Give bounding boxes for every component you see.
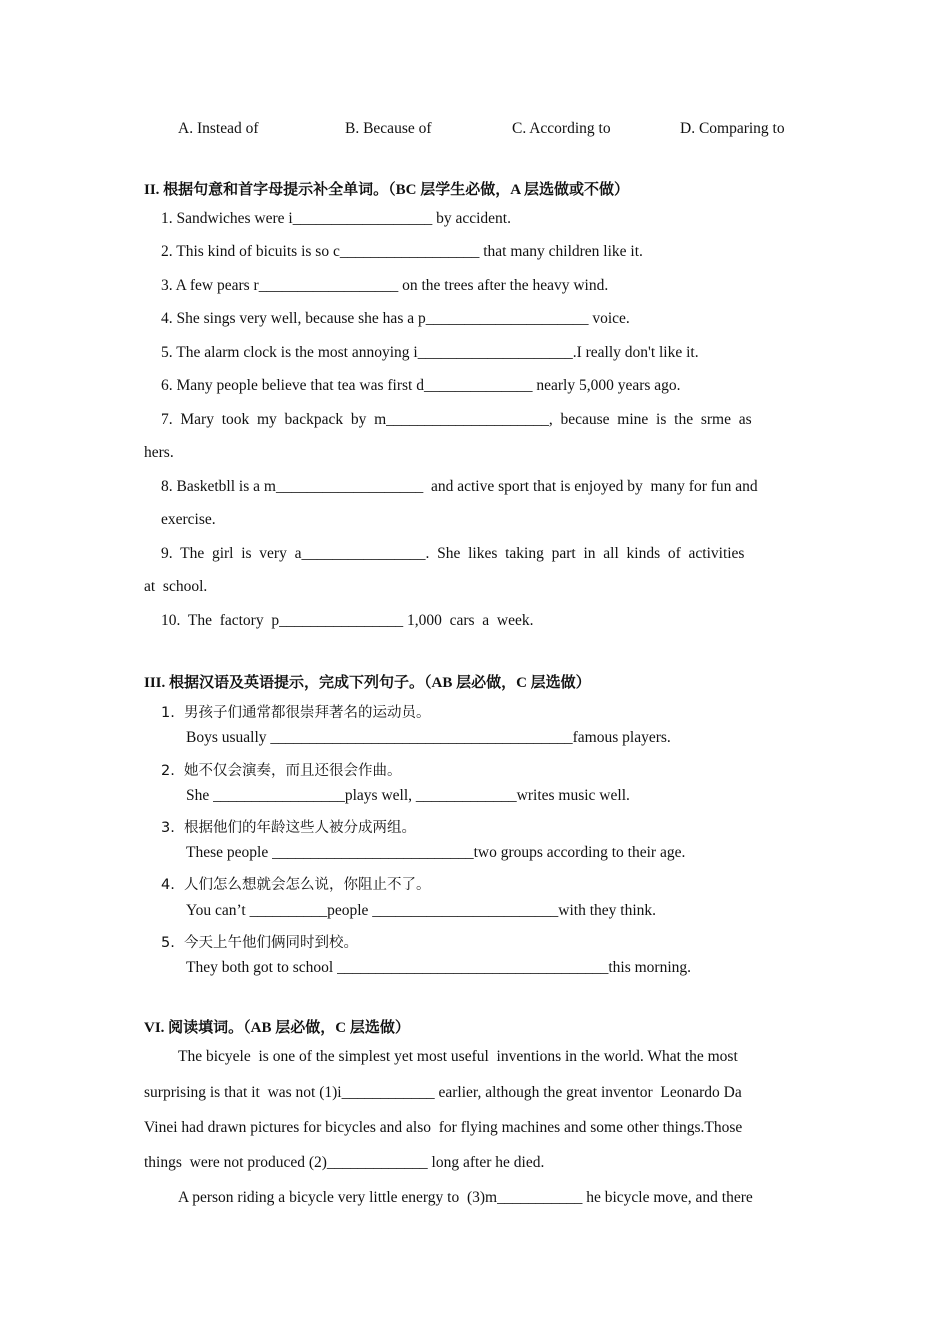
section-4-heading: VI. 阅读填词。（AB 层必做，C 层选做） xyxy=(144,1020,410,1036)
section-2-heading: II. 根据句意和首字母提示补全单词。（BC 层学生必做，A 层选做或不做） xyxy=(144,182,630,198)
section-2-item: 6. Many people believe that tea was first d______________ nearly 5,000 years ago. xyxy=(161,377,681,394)
section-3-english-sentence: They both got to school ___________________________________this morning. xyxy=(186,959,692,976)
section-2-item: 8. Basketbll is a m___________________ and active sport that is enjoyed by many for fun and xyxy=(161,478,758,495)
option-c: C. According to xyxy=(512,120,611,137)
section-2-item-continued: hers. xyxy=(144,444,174,461)
section-3-english-sentence: Boys usually _______________________________________famous players. xyxy=(186,729,671,746)
section-3-chinese-prompt: 4. 人们怎么想就会怎么说，你阻止不了。 xyxy=(161,877,431,893)
section-3-english-sentence: These people __________________________two groups according to their age. xyxy=(186,844,686,861)
option-d: D. Comparing to xyxy=(680,120,785,137)
section-3-chinese-prompt: 5. 今天上午他们俩同时到校。 xyxy=(161,935,359,951)
passage-line: A person riding a bicycle very little energy to (3)m___________ he bicycle move, and there xyxy=(178,1189,753,1206)
section-2-item-continued: exercise. xyxy=(161,511,216,528)
section-2-item: 4. She sings very well, because she has a p_____________________ voice. xyxy=(161,310,630,327)
section-2-item: 2. This kind of bicuits is so c__________________ that many children like it. xyxy=(161,243,643,260)
passage-line: surprising is that it was not (1)i____________ earlier, although the great inventor Leonardo Da xyxy=(144,1084,742,1101)
section-2-item: 5. The alarm clock is the most annoying i____________________.I really don't like it. xyxy=(161,344,699,361)
section-2-item: 9. The girl is very a________________. She likes taking part in all kinds of activities xyxy=(161,545,745,562)
section-3-chinese-prompt: 3. 根据他们的年龄这些人被分成两组。 xyxy=(161,820,417,836)
passage-line: things were not produced (2)_____________ long after he died. xyxy=(144,1154,545,1171)
passage-line: The bicyele is one of the simplest yet most useful inventions in the world. What the most xyxy=(178,1048,738,1065)
section-3-chinese-prompt: 1. 男孩子们通常都很崇拜著名的运动员。 xyxy=(161,705,431,721)
option-b: B. Because of xyxy=(345,120,432,137)
section-3-english-sentence: She _________________plays well, _____________writes music well. xyxy=(186,787,630,804)
section-3-chinese-prompt: 2. 她不仅会演奏，而且还很会作曲。 xyxy=(161,763,402,779)
section-2-item: 3. A few pears r__________________ on the trees after the heavy wind. xyxy=(161,277,609,294)
section-3-english-sentence: You can’t __________people ________________________with they think. xyxy=(186,902,657,919)
section-2-item: 1. Sandwiches were i__________________ by accident. xyxy=(161,210,511,227)
section-2-item: 7. Mary took my backpack by m_____________________, because mine is the srme as xyxy=(161,411,752,428)
section-3-heading: III. 根据汉语及英语提示，完成下列句子。（AB 层必做，C 层选做） xyxy=(144,675,591,691)
section-2-item-continued: at school. xyxy=(144,578,208,595)
passage-line: Vinei had drawn pictures for bicycles and also for flying machines and some other things.Those xyxy=(144,1119,743,1136)
section-2-item: 10. The factory p________________ 1,000 cars a week. xyxy=(161,612,534,629)
option-a: A. Instead of xyxy=(178,120,259,137)
